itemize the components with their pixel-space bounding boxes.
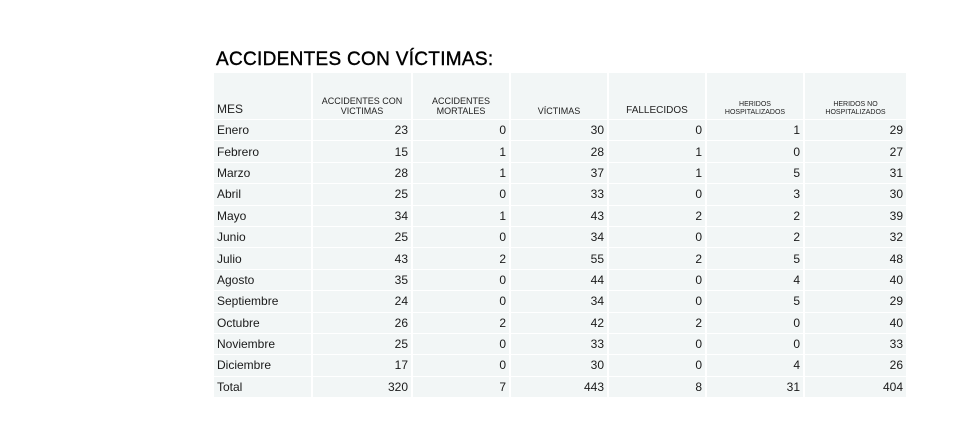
table-row (214, 205, 906, 226)
heridos-hospitalizados-cell: 5 (706, 248, 804, 269)
column-header-accidentes-mortales: ACCIDENTES MORTALES (412, 73, 510, 120)
heridos-no-hospitalizados-cell: 29 (804, 120, 906, 141)
fallecidos-cell: 0 (608, 355, 706, 376)
table-row (214, 184, 906, 205)
accidentes-mortales-cell: 1 (412, 141, 510, 162)
fallecidos-cell: 1 (608, 141, 706, 162)
fallecidos-cell: 2 (608, 205, 706, 226)
accidentes-con-victimas-cell: 23 (312, 120, 412, 141)
fallecidos-cell: 8 (608, 376, 706, 397)
accidentes-mortales-cell: 0 (412, 355, 510, 376)
table-row (214, 333, 906, 354)
victimas-cell: 30 (510, 120, 608, 141)
victimas-cell: 33 (510, 333, 608, 354)
accidentes-con-victimas-cell: 26 (312, 312, 412, 333)
accidents-table (214, 73, 906, 398)
heridos-no-hospitalizados-cell: 40 (804, 312, 906, 333)
table-row (214, 355, 906, 376)
fallecidos-cell: 0 (608, 120, 706, 141)
month-cell: Junio (214, 226, 312, 247)
fallecidos-cell: 0 (608, 184, 706, 205)
month-cell: Marzo (214, 162, 312, 183)
fallecidos-cell: 0 (608, 291, 706, 312)
heridos-hospitalizados-cell: 1 (706, 120, 804, 141)
month-cell: Abril (214, 184, 312, 205)
victimas-cell: 44 (510, 269, 608, 290)
accidentes-con-victimas-cell: 28 (312, 162, 412, 183)
accidentes-con-victimas-cell: 24 (312, 291, 412, 312)
heridos-no-hospitalizados-cell: 31 (804, 162, 906, 183)
column-header-mes: MES (214, 73, 312, 120)
accidentes-con-victimas-cell: 35 (312, 269, 412, 290)
accidentes-con-victimas-cell: 34 (312, 205, 412, 226)
month-cell: Agosto (214, 269, 312, 290)
column-header-fallecidos: FALLECIDOS (608, 73, 706, 120)
month-cell: Noviembre (214, 333, 312, 354)
month-cell: Julio (214, 248, 312, 269)
heridos-hospitalizados-cell: 4 (706, 355, 804, 376)
fallecidos-cell: 0 (608, 226, 706, 247)
fallecidos-cell: 1 (608, 162, 706, 183)
victimas-cell: 34 (510, 291, 608, 312)
accidentes-con-victimas-cell: 25 (312, 184, 412, 205)
month-cell: Febrero (214, 141, 312, 162)
heridos-no-hospitalizados-cell: 29 (804, 291, 906, 312)
month-cell: Octubre (214, 312, 312, 333)
heridos-hospitalizados-cell: 2 (706, 226, 804, 247)
heridos-no-hospitalizados-cell: 27 (804, 141, 906, 162)
month-cell: Enero (214, 120, 312, 141)
table-row (214, 312, 906, 333)
victimas-cell: 55 (510, 248, 608, 269)
accidentes-con-victimas-cell: 320 (312, 376, 412, 397)
table-row (214, 120, 906, 141)
total-row (214, 376, 906, 397)
victimas-cell: 28 (510, 141, 608, 162)
fallecidos-cell: 2 (608, 248, 706, 269)
accidentes-con-victimas-cell: 43 (312, 248, 412, 269)
table-row (214, 248, 906, 269)
heridos-no-hospitalizados-cell: 32 (804, 226, 906, 247)
heridos-hospitalizados-cell: 0 (706, 333, 804, 354)
accidentes-mortales-cell: 0 (412, 226, 510, 247)
heridos-no-hospitalizados-cell: 26 (804, 355, 906, 376)
victimas-cell: 30 (510, 355, 608, 376)
table-header-row (214, 73, 906, 120)
column-header-victimas: VÍCTIMAS (510, 73, 608, 120)
accidentes-mortales-cell: 1 (412, 205, 510, 226)
heridos-hospitalizados-cell: 5 (706, 162, 804, 183)
heridos-hospitalizados-cell: 0 (706, 312, 804, 333)
accidentes-mortales-cell: 7 (412, 376, 510, 397)
accidentes-mortales-cell: 0 (412, 184, 510, 205)
accidentes-con-victimas-cell: 15 (312, 141, 412, 162)
victimas-cell: 443 (510, 376, 608, 397)
victimas-cell: 37 (510, 162, 608, 183)
month-cell: Mayo (214, 205, 312, 226)
heridos-hospitalizados-cell: 4 (706, 269, 804, 290)
heridos-hospitalizados-cell: 5 (706, 291, 804, 312)
accidentes-mortales-cell: 0 (412, 291, 510, 312)
heridos-hospitalizados-cell: 3 (706, 184, 804, 205)
accidentes-mortales-cell: 0 (412, 269, 510, 290)
accidentes-mortales-cell: 2 (412, 248, 510, 269)
accidentes-mortales-cell: 1 (412, 162, 510, 183)
heridos-no-hospitalizados-cell: 33 (804, 333, 906, 354)
fallecidos-cell: 0 (608, 269, 706, 290)
column-header-heridos-hospitalizados: HERIDOS HOSPITALIZADOS (706, 73, 804, 120)
accidentes-con-victimas-cell: 17 (312, 355, 412, 376)
table-row (214, 226, 906, 247)
table-row (214, 291, 906, 312)
table-row (214, 269, 906, 290)
page-title: ACCIDENTES CON VÍCTIMAS: (216, 49, 494, 70)
fallecidos-cell: 0 (608, 333, 706, 354)
month-cell: Total (214, 376, 312, 397)
heridos-no-hospitalizados-cell: 48 (804, 248, 906, 269)
victimas-cell: 43 (510, 205, 608, 226)
victimas-cell: 33 (510, 184, 608, 205)
table-body (214, 120, 906, 398)
heridos-no-hospitalizados-cell: 40 (804, 269, 906, 290)
table-row (214, 162, 906, 183)
accidentes-con-victimas-cell: 25 (312, 226, 412, 247)
heridos-hospitalizados-cell: 2 (706, 205, 804, 226)
victimas-cell: 42 (510, 312, 608, 333)
heridos-no-hospitalizados-cell: 404 (804, 376, 906, 397)
heridos-no-hospitalizados-cell: 30 (804, 184, 906, 205)
accidentes-mortales-cell: 2 (412, 312, 510, 333)
table-row (214, 141, 906, 162)
victimas-cell: 34 (510, 226, 608, 247)
month-cell: Septiembre (214, 291, 312, 312)
accidentes-con-victimas-cell: 25 (312, 333, 412, 354)
fallecidos-cell: 2 (608, 312, 706, 333)
column-header-accidentes-con-victimas: ACCIDENTES CON VICTIMAS (312, 73, 412, 120)
accidentes-mortales-cell: 0 (412, 333, 510, 354)
heridos-hospitalizados-cell: 31 (706, 376, 804, 397)
heridos-no-hospitalizados-cell: 39 (804, 205, 906, 226)
column-header-heridos-no-hospitalizados: HERIDOS NO HOSPITALIZADOS (804, 73, 906, 120)
month-cell: Diciembre (214, 355, 312, 376)
accidentes-mortales-cell: 0 (412, 120, 510, 141)
heridos-hospitalizados-cell: 0 (706, 141, 804, 162)
